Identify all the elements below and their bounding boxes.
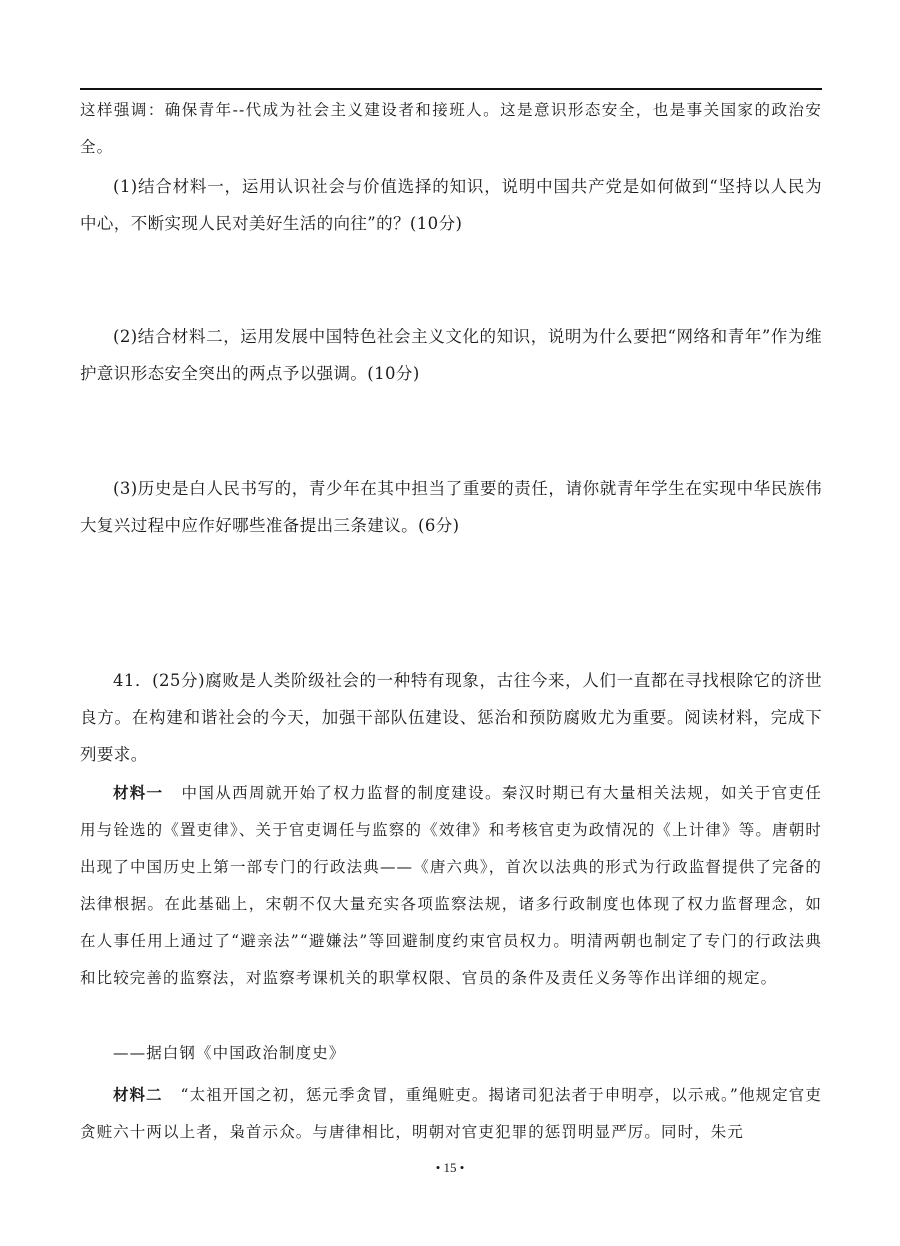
material-1-source: ——据白钢《中国政治制度史》 [113, 1044, 346, 1062]
question-40-part-1: (1)结合材料一，运用认识社会与价值选择的知识，说明中国共产党是如何做到“坚持以人民为中心，不断实现人民对美好生活的向往”的？(10分) [80, 177, 822, 233]
question-40-part-3: (3)历史是白人民书写的，青少年在其中担当了重要的责任，请你就青年学生在实现中华民族伟大复兴过程中应作好哪些准备提出三条建议。(6分) [80, 479, 822, 535]
material-1-text: 中国从西周就开始了权力监督的制度建设。秦汉时期已有大量相关法规，如关于官吏任用与铨选的《置吏律》、关于官吏调任与监察的《效律》和考核官吏为政情况的《上计律》等。唐朝时出现了中国历史上第一部专门的行政法典——《唐六典》，首次以法典的形式为行政监督提供了完备的法律根据。在此基础上，宋朝不仅大量充实各项监察法规，诸多行政制度也体现了权力监督理念，如在人事任用上通过了“避亲法”“避嫌法”等回避制度约束官员权力。明清两朝也制定了专门的行政法典和比较完善的监察法，对监察考课机关的职掌权限、官员的条件及责任义务等作出详细的规定。 [80, 784, 822, 987]
question-41-stem: 41．(25分)腐败是人类阶级社会的一种特有现象，古往今来，人们一直都在寻找根除它的济世良方。在构建和谐社会的今天，加强干部队伍建设、惩治和预防腐败尤为重要。阅读材料，完成下列要求。 [80, 671, 822, 764]
material-2-label: 材料二 [113, 1085, 163, 1104]
material-1-paragraph [80, 774, 822, 997]
material-2-paragraph [80, 1076, 822, 1151]
material-continuation-text: 这样强调：确保青年--代成为社会主义建设者和接班人。这是意识形态安全，也是事关国家的政治安全。 [80, 101, 822, 156]
material-1-label: 材料一 [113, 783, 164, 802]
material-2-text: “太祖开国之初，惩元季贪冒，重绳赃吏。揭诸司犯法者于申明亭，以示戒。”他规定官吏贪赃六十两以上者，枭首示众。与唐律相比，明朝对官吏犯罪的惩罚明显严厉。同时，朱元 [80, 1086, 822, 1141]
page-number: • 15 • [435, 1160, 465, 1175]
header-rule [80, 88, 822, 90]
question-40-part-2: (2)结合材料二，运用发展中国特色社会主义文化的知识，说明为什么要把“网络和青年”作为维护意识形态安全突出的两点予以强调。(10分) [80, 327, 822, 383]
